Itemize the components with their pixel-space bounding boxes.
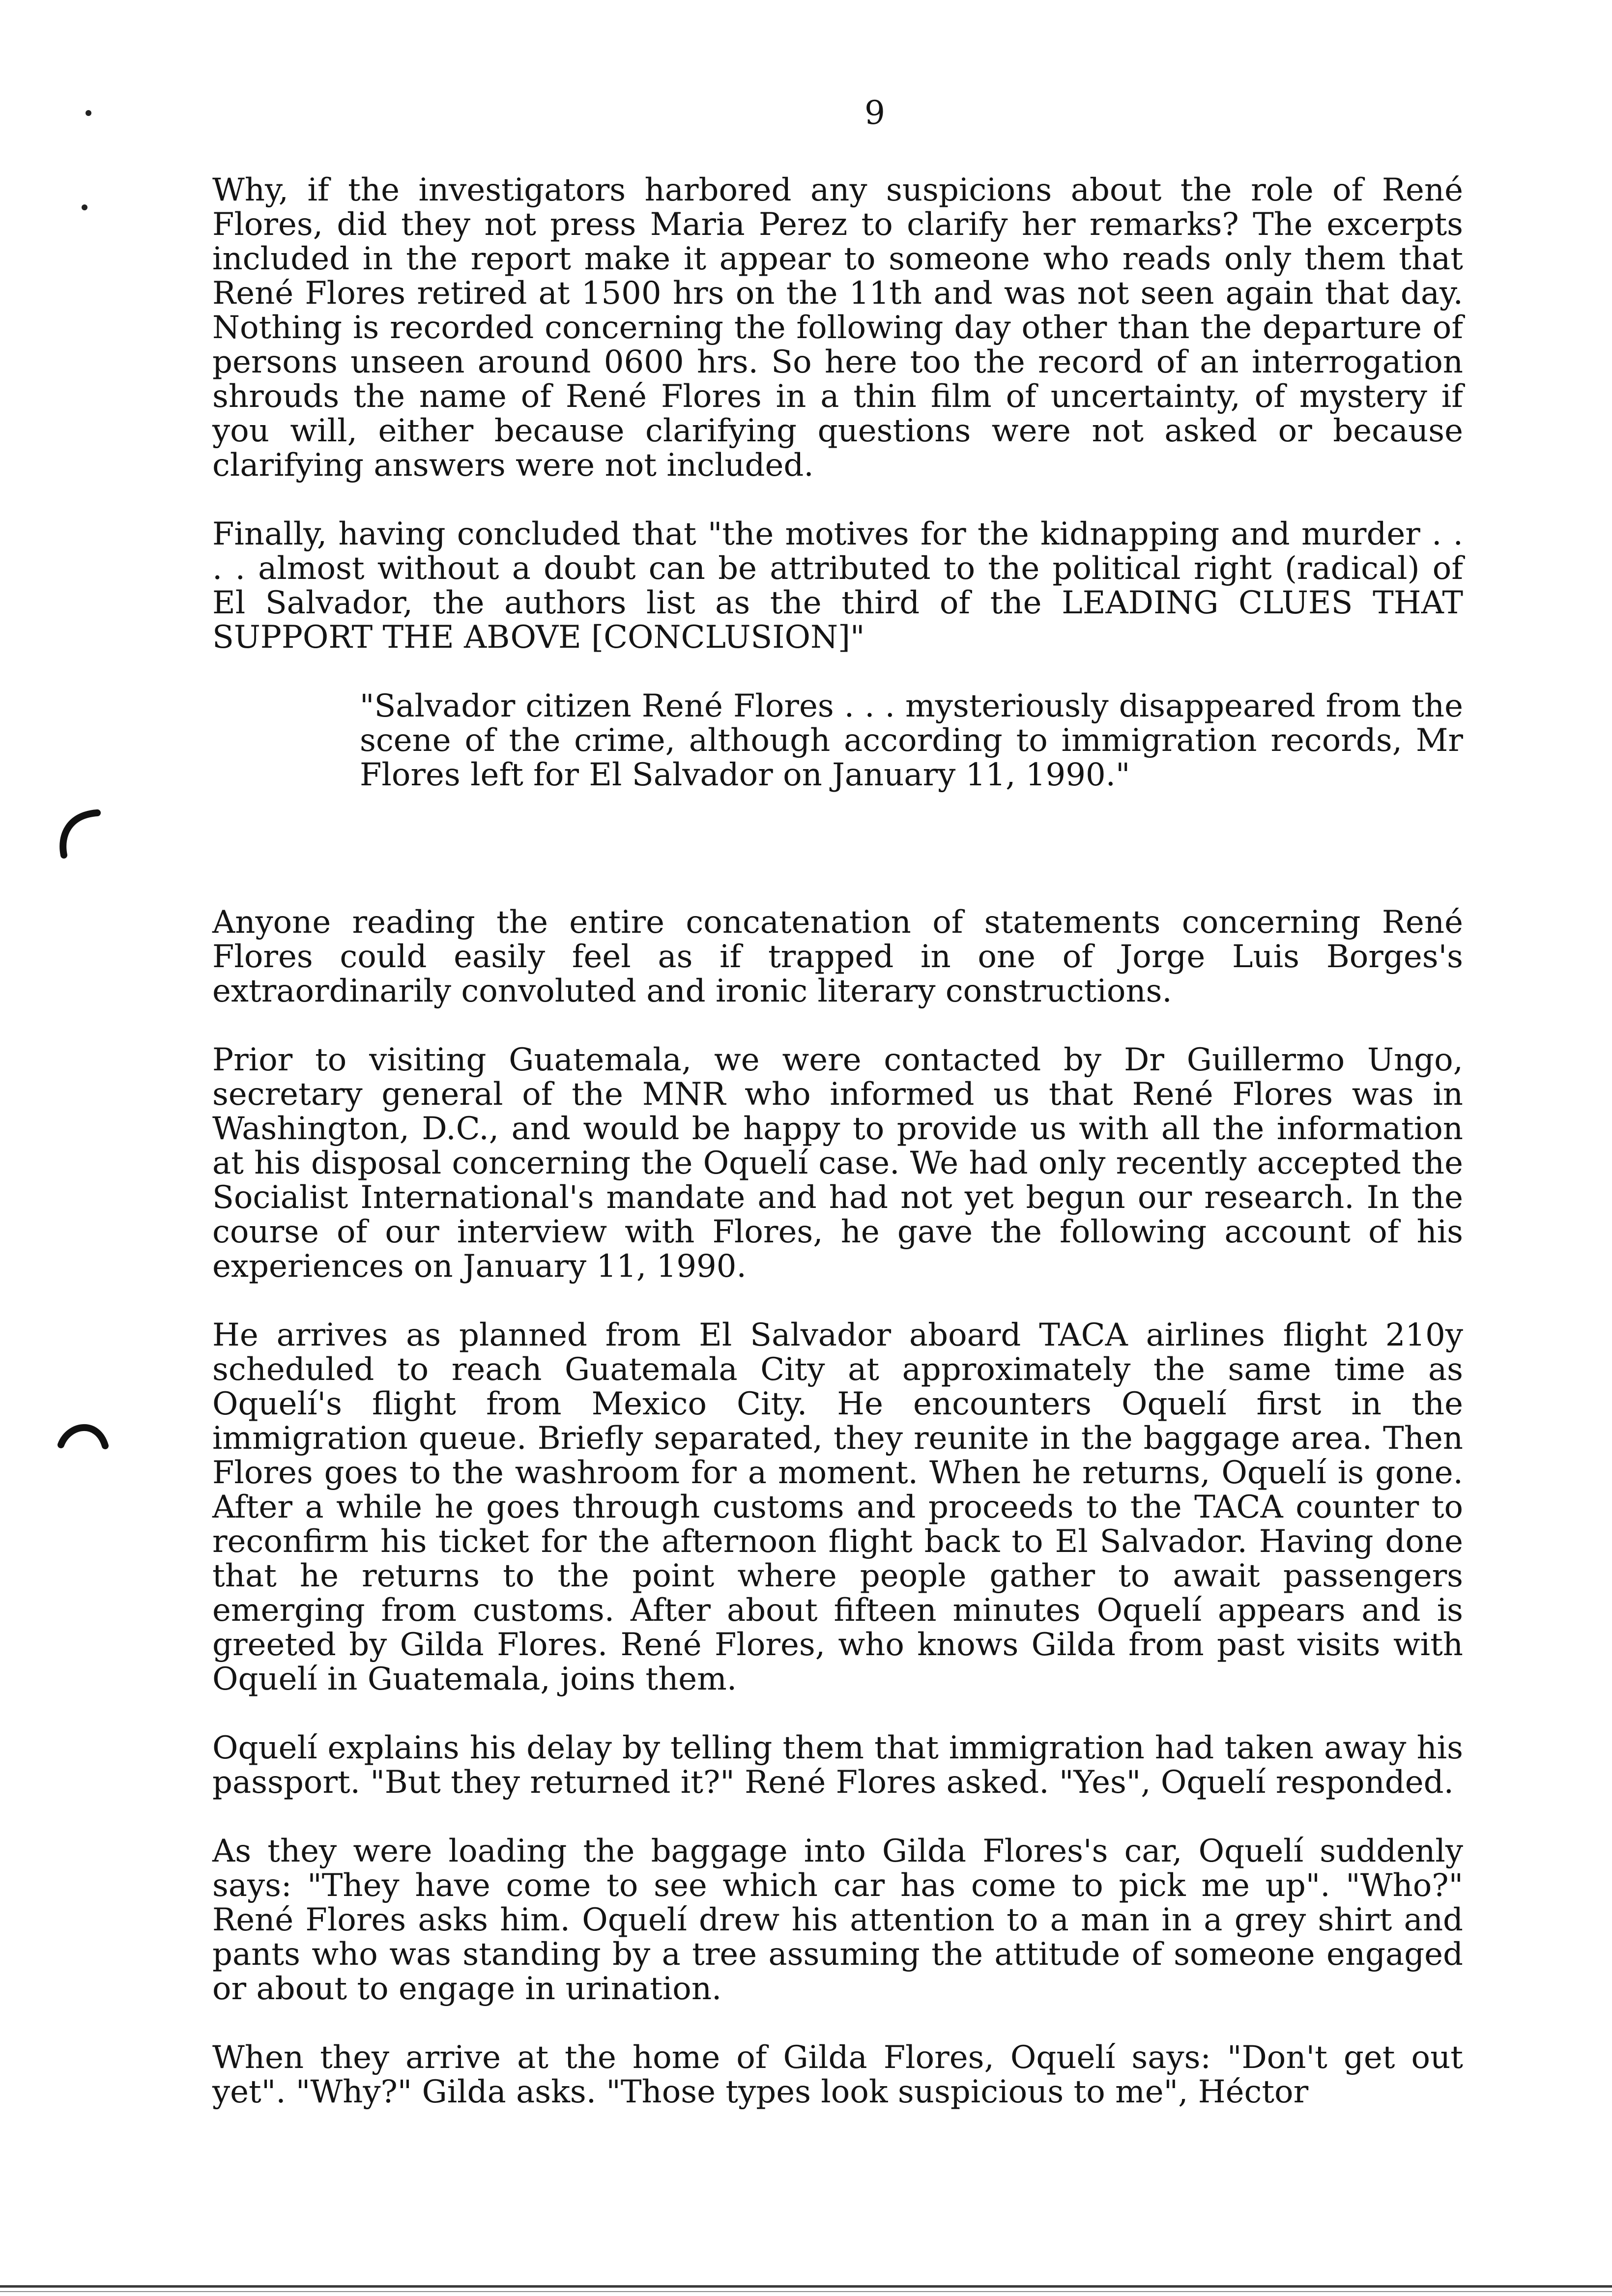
page-bottom-edge-rule <box>0 2285 1612 2288</box>
paragraph: He arrives as planned from El Salvador aboard TACA airlines flight 210y scheduled to reach Guatemala City at approximately the same time as Oquelí's flight from Mexico City. He encounters Oquelí first in the immigration queue. Briefly separated, they reunite in the baggage area. Then Flores goes to the washroom for a moment. When he returns, Oquelí is gone. After a while he goes through customs and proceeds to the TACA counter to reconfirm his ticket for the afternoon flight back to El Salvador. Having done that he returns to the point where people gather to await passengers emerging from customs. After about fifteen minutes Oquelí appears and is greeted by Gilda Flores. René Flores, who knows Gilda from past visits with Oquelí in Guatemala, joins them. <box>212 1317 1463 1697</box>
paragraph: Why, if the investigators harbored any suspicions about the role of René Flores, did they not press Maria Perez to clarify her remarks? The excerpts included in the report make it appear to someone who reads only them that René Flores retired at 1500 hrs on the 11th and was not seen again that day. Nothing is recorded concerning the following day other than the departure of persons unseen around 0600 hrs. So here too the record of an interrogation shrouds the name of René Flores in a thin film of uncertainty, of mystery if you will, either because clarifying questions were not asked or because clarifying answers were not included. <box>212 172 1463 484</box>
document-body <box>212 173 1463 2109</box>
page-bottom-edge-rule <box>0 2291 1612 2292</box>
hole-punch-arc-mark <box>49 806 103 860</box>
hole-punch-arc-mark <box>54 1415 113 1460</box>
paragraph: As they were loading the baggage into Gilda Flores's car, Oquelí suddenly says: "They have come to see which car has come to pick me up". "Who?" René Flores asks him. Oquelí drew his attention to a man in a grey shirt and pants who was standing by a tree assuming the attitude of someone engaged or about to engage in urination. <box>212 1833 1463 2007</box>
margin-dot-mark <box>84 108 93 118</box>
paragraph: Anyone reading the entire concatenation of statements concerning René Flores could easily feel as if trapped in one of Jorge Luis Borges's extraordinarily convoluted and ironic literary constructions. <box>212 904 1463 1009</box>
paragraph: When they arrive at the home of Gilda Flores, Oquelí says: "Don't get out yet". "Why?" Gilda asks. "Those types look suspicious to me", Héctor <box>212 2039 1463 2110</box>
paragraph: Oquelí explains his delay by telling them that immigration had taken away his passport. "But they returned it?" René Flores asked. "Yes", Oquelí responded. <box>212 1730 1463 1801</box>
page-number: 9 <box>864 94 885 132</box>
margin-dot-mark <box>80 202 89 212</box>
block-quote: "Salvador citizen René Flores . . . mysteriously disappeared from the scene of the crime, although according to immigration records, Mr Flores left for El Salvador on January 11, 1990." <box>360 688 1463 793</box>
paragraph: Finally, having concluded that "the motives for the kidnapping and murder . . . . almost without a doubt can be attributed to the political right (radical) of El Salvador, the authors list as the third of the LEADING CLUES THAT SUPPORT THE ABOVE [CONCLUSION]" <box>212 516 1463 656</box>
paragraph: Prior to visiting Guatemala, we were contacted by Dr Guillermo Ungo, secretary general of the MNR who informed us that René Flores was in Washington, D.C., and would be happy to provide us with all the information at his disposal concerning the Oquelí case. We had only recently accepted the Socialist International's mandate and had not yet begun our research. In the course of our interview with Flores, he gave the following account of his experiences on January 11, 1990. <box>212 1042 1463 1285</box>
